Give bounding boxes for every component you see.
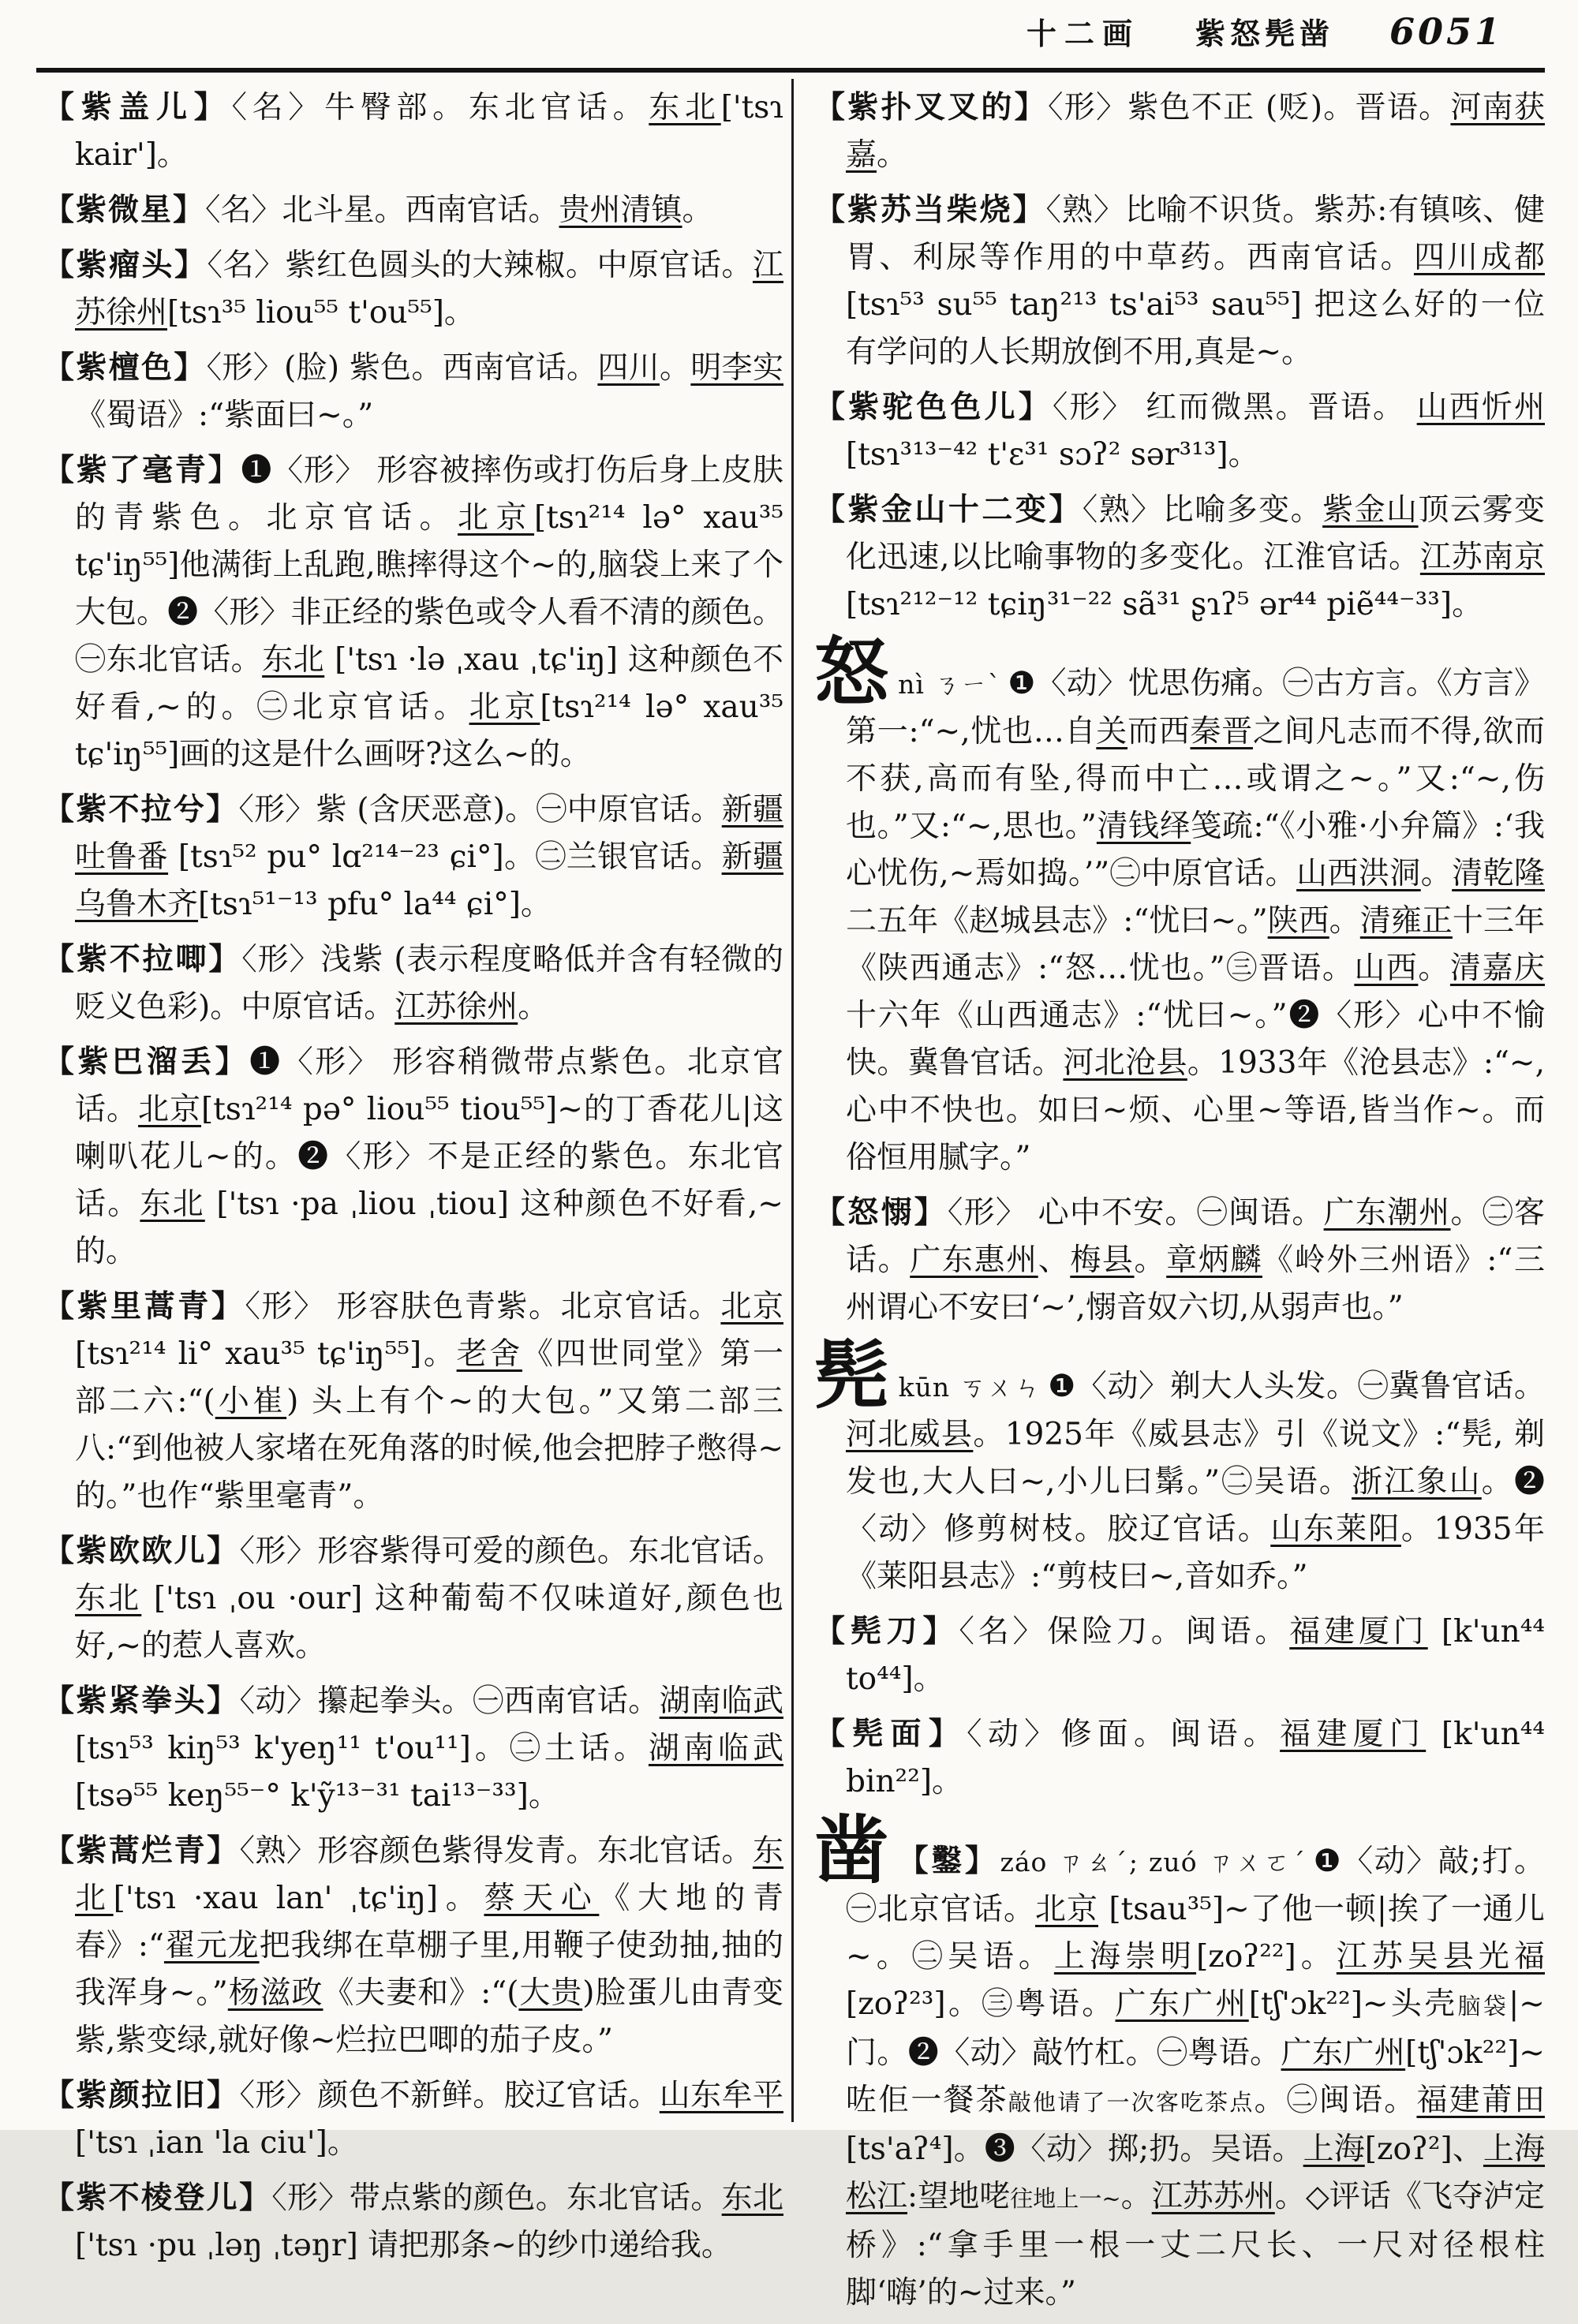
proper-noun-underlined: 新疆吐鲁番 [75, 792, 783, 875]
entry-headword: 【紫了毫青】 [43, 452, 241, 488]
proper-noun-underlined: 东北 [649, 90, 721, 125]
dict-entry: 【紫欧欧儿】〈形〉形容紫得可爱的颜色。东北官话。东北 ['tsɿ ˌou ·our] 这种葡萄不仅味道好,颜色也好,~的惹人喜欢。 [43, 1533, 783, 1664]
dict-entry: 【紫了毫青】❶〈形〉 形容被摔伤或打伤后身上皮肤的青紫色。北京官话。北京[tsɿ²¹⁴ lə° xau³⁵ tɕ'iŋ⁵⁵]他满街上乱跑,瞧摔得这个~的,脑袋上来了个大包。❷〈形〉非正经的紫色或令人看不清的颜色。㊀东北官话。东北 ['tsɿ ·lə ˌxau ˌtɕ'iŋ] 这种颜色不好看,~的。㊁北京官话。北京[tsɿ²¹⁴ lə° xau³⁵ tɕ'iŋ⁵⁵]画的这是什么画呀?这么~的。 [43, 452, 783, 772]
entry-headword: 【紫盖儿】 [43, 89, 232, 125]
proper-noun-underlined: 上海松江 [846, 2132, 1545, 2214]
dict-entry: 【怒愵】〈形〉 心中不安。㊀闽语。广东潮州。㊁客话。广东惠州、梅县。章炳麟《岭外三州语》:“三州谓心不安曰‘~’,愵音奴六切,从弱声也。” [814, 1194, 1545, 1325]
proper-noun-underlined: 湖南临武 [659, 1683, 783, 1719]
proper-noun-underlined: 山西忻州 [1416, 390, 1545, 425]
pronunciation: nì ㄋㄧˋ [898, 669, 1002, 700]
page-header [0, 9, 1503, 53]
dict-entry: 【紫微星】〈名〉北斗星。西南官话。贵州清镇。 [43, 192, 713, 228]
proper-noun-underlined: 山东莱阳 [1270, 1511, 1401, 1547]
dict-entry: 【髡刀】〈名〉保险刀。闽语。福建厦门 [k'un⁴⁴ to⁴⁴]。 [814, 1613, 1545, 1697]
proper-noun-underlined: 江苏徐州 [75, 248, 783, 331]
entry-headword: 【紫扑叉叉的】 [814, 89, 1048, 125]
proper-noun-underlined: 江苏徐州 [394, 989, 518, 1025]
dict-entry: 【紫扑叉叉的】〈形〉紫色不正 (贬)。晋语。河南获嘉。 [814, 89, 1545, 173]
header-rule [36, 68, 1545, 73]
entry-headword: 【紫不拉唧】 [43, 941, 242, 977]
entry-headword: 【紫苏当柴烧】 [814, 192, 1046, 228]
proper-noun-underlined: 东北 [721, 2180, 783, 2216]
pronunciation: kūn ㄎㄨㄣ [898, 1372, 1042, 1403]
dict-entry: 【紫不拉兮】〈形〉紫 (含厌恶意)。㊀中原官话。新疆吐鲁番 [tsɿ⁵² pu° lɑ²¹⁴⁻²³ ɕi°]。㊁兰银官话。新疆乌鲁木齐[tsɿ⁵¹⁻¹³ pfu° la⁴⁴ ɕi°]。 [43, 791, 783, 922]
proper-noun-underlined: 新疆乌鲁木齐 [75, 839, 783, 922]
proper-noun-underlined: 东北 [75, 1833, 783, 1916]
proper-noun-underlined: 上海 [1303, 2132, 1365, 2167]
dict-entry: 【紫檀色】〈形〉(脸) 紫色。西南官话。四川。明李实《蜀语》:“紫面曰~。” [43, 349, 783, 433]
proper-noun-underlined: 四川成都 [1413, 240, 1545, 275]
proper-noun-underlined: 河北威县 [846, 1417, 974, 1452]
header-guide-characters: 紫怒髡凿 [1195, 16, 1334, 51]
entry-headword: 【紫金山十二变】 [814, 491, 1083, 528]
proper-noun-underlined: 贵州清镇 [559, 192, 682, 228]
proper-noun-underlined: 蔡天心 [484, 1881, 600, 1916]
proper-noun-underlined: 湖南临武 [648, 1731, 783, 1766]
proper-noun-underlined: 北京 [720, 1289, 783, 1325]
dict-entry: 【紫不棱登儿】〈形〉带点紫的颜色。东北官话。东北['tsɿ ·pu ˌləŋ ˌtəŋr] 请把那条~的纱巾递给我。 [43, 2180, 783, 2263]
entry-headword: 【紫瘤头】 [43, 247, 208, 283]
proper-noun-underlined: 广东惠州 [910, 1242, 1038, 1278]
proper-noun-underlined: 北京 [1035, 1892, 1098, 1927]
proper-noun-underlined: 山西 [1354, 951, 1419, 986]
proper-noun-underlined: 河北沧县 [1063, 1045, 1187, 1081]
proper-noun-underlined: 紫金山 [1322, 492, 1419, 528]
proper-noun-underlined: 小崔 [215, 1384, 287, 1419]
proper-noun-underlined: 山西洪洞 [1296, 856, 1421, 891]
dict-entry: 【紫驼色色儿】〈形〉 红而微黑。晋语。 山西忻州[tsɿ³¹³⁻⁴² t'ɛ³¹ sɔʔ² sər³¹³]。 [814, 389, 1545, 473]
dict-entry: 【紫巴溜丢】❶〈形〉 形容稍微带点紫色。北京官话。北京[tsɿ²¹⁴ pə° liou⁵⁵ tiou⁵⁵]~的丁香花儿|这喇叭花儿~的。❷〈形〉不是正经的紫色。东北官话。东北 ['tsɿ ·pa ˌliou ˌtiou] 这种颜色不好看,~的。 [43, 1044, 783, 1269]
dict-entry: 【紫紧拳头】〈动〉攥起拳头。㊀西南官话。湖南临武[tsɿ⁵³ kiŋ⁵³ k'yeŋ¹¹ t'ou¹¹]。㊁土话。湖南临武[tsə⁵⁵ keŋ⁵⁵⁻° k'ỹ¹³⁻³¹ tai¹³⁻³³]。 [43, 1683, 783, 1814]
proper-noun-underlined: 四川 [597, 350, 660, 386]
dict-entry: 【髡面】〈动〉修面。闽语。福建厦门 [k'un⁴⁴ bin²²]。 [814, 1716, 1545, 1799]
proper-noun-underlined: 河南获嘉 [846, 90, 1545, 173]
entry-headword: 【怒愵】 [814, 1194, 948, 1231]
page-number: 6051 [1389, 10, 1503, 53]
entry-headword: 【紫不棱登儿】 [43, 2180, 272, 2216]
entry-headword: 【紫檀色】 [43, 349, 207, 386]
entry-headword: 【紫蒿烂青】 [43, 1833, 240, 1869]
proper-noun-underlined: 广东广州 [1281, 2035, 1406, 2071]
right-column [814, 84, 1545, 2324]
entry-headword: 【紫颜拉旧】 [43, 2077, 240, 2113]
proper-noun-underlined: 章炳麟 [1166, 1242, 1263, 1278]
entry-headword: 【紫紧拳头】 [43, 1683, 240, 1719]
proper-noun-underlined: 东北 [75, 1581, 142, 1616]
proper-noun-underlined: 广东潮州 [1323, 1195, 1451, 1231]
proper-noun-underlined: 大贵 [518, 1975, 583, 2011]
dict-entry: 【紫里蒿青】〈形〉 形容肤色青紫。北京官话。北京[tsɿ²¹⁴ li° xau³⁵ tɕ'iŋ⁵⁵]。老舍《四世同堂》第一部二六:“(小崔) 头上有个~的大包。”又第二部三八:“到他被人家堵在死角落的时候,他会把脖子憋得~的。”也作“紫里毫青”。 [43, 1288, 783, 1514]
interlinear-gloss: 往地上一~ [1010, 2185, 1121, 2212]
proper-noun-underlined: 东北 [140, 1186, 205, 1222]
interlinear-gloss: 脑袋 [1457, 1993, 1509, 2019]
proper-noun-underlined: 清钱绎 [1096, 809, 1191, 844]
column-divider [791, 79, 794, 2122]
dict-entry: 【紫金山十二变】〈熟〉比喻多变。紫金山顶云雾变化迅速,以比喻事物的多变化。江淮官话。江苏南京[tsɿ²¹²⁻¹² tɕiŋ³¹⁻²² sã³¹ ʂɿʔ⁵ ər⁴⁴ piẽ⁴⁴⁻³³]。 [814, 491, 1545, 622]
section-head-character: 凿 [814, 1807, 890, 1894]
dict-entry: 怒nì ㄋㄧˋ ❶〈动〉忧思伤痛。㊀古方言。《方言》第一:“~,忧也…自关而西秦晋之间凡志而不得,欲而不获,高而有坠,得而中亡…或谓之~。”又:“~,伤也。”又:“~,思也。”清钱绎笺疏:“《小雅·小弁篇》:‘我心忧伤,~焉如捣。’”㊁中原官话。山西洪洞。清乾隆二五年《赵城县志》:“忧曰~。”陕西。清雍正十三年《陕西通志》:“怒…忧也。”㊂晋语。山西。清嘉庆十六年《山西通志》:“忧曰~。”❷〈形〉心中不愉快。冀鲁官话。河北沧县。1933年《沧县志》:“~,心中不快也。如曰~烦、心里~等语,皆当作~。而俗恒用腻字。” [814, 630, 1545, 1175]
proper-noun-underlined: 北京 [469, 689, 540, 725]
entry-headword: 【紫巴溜丢】 [43, 1044, 250, 1080]
proper-noun-underlined: 福建厦门 [1289, 1614, 1428, 1650]
proper-noun-underlined: 福建厦门 [1280, 1717, 1427, 1752]
section-head-character: 怒 [814, 630, 889, 716]
dict-entry: 【紫颜拉旧】〈形〉颜色不新鲜。胶辽官话。山东牟平['tsɿ ˌian 'la ciu']。 [43, 2077, 783, 2161]
entry-headword: 【紫欧欧儿】 [43, 1533, 240, 1569]
entry-headword: 【髡刀】 [814, 1613, 959, 1650]
proper-noun-underlined: 清嘉庆 [1449, 951, 1545, 986]
dict-entry: 髡kūn ㄎㄨㄣ ❶〈动〉剃大人头发。㊀冀鲁官话。河北威县。1925年《威县志》引《说文》:“髡, 剃发也,大人曰~,小儿曰鬀。”㊁吴语。浙江象山。❷〈动〉修剪树枝。胶辽官话。山东莱阳。1935年《莱阳县志》:“剪枝曰~,音如乔。” [814, 1332, 1545, 1594]
entry-headword: 【紫不拉兮】 [43, 791, 239, 828]
proper-noun-underlined: 江苏苏州 [1151, 2179, 1275, 2214]
proper-noun-underlined: 福建莆田 [1416, 2083, 1545, 2118]
entry-headword: 【紫里蒿青】 [43, 1288, 245, 1325]
entry-headword: 【紫微星】 [43, 192, 206, 228]
proper-noun-underlined: 陕西 [1267, 903, 1329, 939]
proper-noun-underlined: 东北 [262, 642, 325, 678]
proper-noun-underlined: 北京 [458, 500, 535, 536]
proper-noun-underlined: 杨滋政 [227, 1975, 323, 2011]
proper-noun-underlined: 上海崇明 [1053, 1939, 1197, 1975]
dict-entry: 【紫瘤头】〈名〉紫红色圆头的大辣椒。中原官话。江苏徐州[tsɿ³⁵ liou⁵⁵ t'ou⁵⁵]。 [43, 247, 783, 331]
dict-entry: 【紫蒿烂青】〈熟〉形容颜色紫得发青。东北官话。东北['tsɿ ·xau lan' ˌtɕ'iŋ]。蔡天心《大地的青春》:“翟元龙把我绑在草棚子里,用鞭子使劲抽,抽的我浑身~。”杨滋政《夫妻和》:“(大贵)脸蛋儿由青变紫,紫变绿,就好像~烂拉巴唧的茄子皮。” [43, 1833, 783, 2058]
proper-noun-underlined: 老舍 [456, 1336, 523, 1372]
entry-headword: 【鑿】 [897, 1843, 999, 1879]
dict-entry: 【紫不拉唧】〈形〉浅紫 (表示程度略低并含有轻微的贬义色彩)。中原官话。江苏徐州。 [43, 941, 783, 1025]
proper-noun-underlined: 清雍正 [1359, 903, 1453, 939]
proper-noun-underlined: 浙江象山 [1352, 1464, 1482, 1500]
entry-headword: 【髡面】 [814, 1716, 967, 1752]
proper-noun-underlined: 北京 [138, 1092, 201, 1127]
proper-noun-underlined: 梅县 [1070, 1242, 1135, 1278]
proper-noun-underlined: 关 [1096, 714, 1128, 749]
dict-entry: 【紫盖儿】〈名〉牛臀部。东北官话。东北['tsɿ kair']。 [43, 89, 783, 173]
dict-entry: 凿 【鑿】záo ㄗㄠˊ; zuó ㄗㄨㄛˊ ❶〈动〉敲;打。㊀北京官话。北京 [tsau³⁵]~了他一顿|挨了一通儿~。㊁吴语。上海崇明[zoʔ²²]。江苏吴县光福[zoʔ²³]。㊂粤语。广东广州[tʃ'ɔk²²]~头壳脑袋|~门。❷〈动〉敲竹杠。㊀粤语。广东广州[tʃ'ɔk²²]~咗佢一餐茶敲他请了一次客吃茶点。㊁闽语。福建莆田 [ts'aʔ⁴]。❸〈动〉掷;扔。吴语。上海[zoʔ²]、上海松江:望地咾往地上一~。江苏苏州。◇评话《飞夺泸定桥》:“拿手里一根一丈二尺长、一尺对径根柱脚‘嗨’的~过来。” [814, 1807, 1545, 2311]
proper-noun-underlined: 明李实 [690, 350, 783, 386]
proper-noun-underlined: 江苏吴县光福 [1336, 1939, 1545, 1975]
proper-noun-underlined: 清乾隆 [1452, 856, 1545, 891]
left-column [43, 84, 783, 2277]
interlinear-gloss: 敲他请了一次客吃茶点 [1008, 2089, 1255, 2116]
proper-noun-underlined: 江苏南京 [1419, 540, 1545, 575]
stroke-count-section: 十二画 [1026, 16, 1140, 51]
proper-noun-underlined: 秦晋 [1190, 714, 1253, 749]
section-head-character: 髡 [814, 1332, 889, 1419]
dict-entry: 【紫苏当柴烧】〈熟〉比喻不识货。紫苏:有镇咳、健胃、利尿等作用的中草药。西南官话。四川成都[tsɿ⁵³ su⁵⁵ taŋ²¹³ ts'ai⁵³ sau⁵⁵] 把这么好的一位有学问的人长期放倒不用,真是~。 [814, 192, 1545, 370]
proper-noun-underlined: 广东广州 [1115, 1986, 1249, 2022]
pronunciation: záo ㄗㄠˊ; zuó ㄗㄨㄛˊ [1000, 1847, 1307, 1878]
proper-noun-underlined: 翟元龙 [163, 1928, 260, 1963]
entry-headword: 【紫驼色色儿】 [814, 389, 1053, 425]
proper-noun-underlined: 山东牟平 [659, 2078, 783, 2113]
